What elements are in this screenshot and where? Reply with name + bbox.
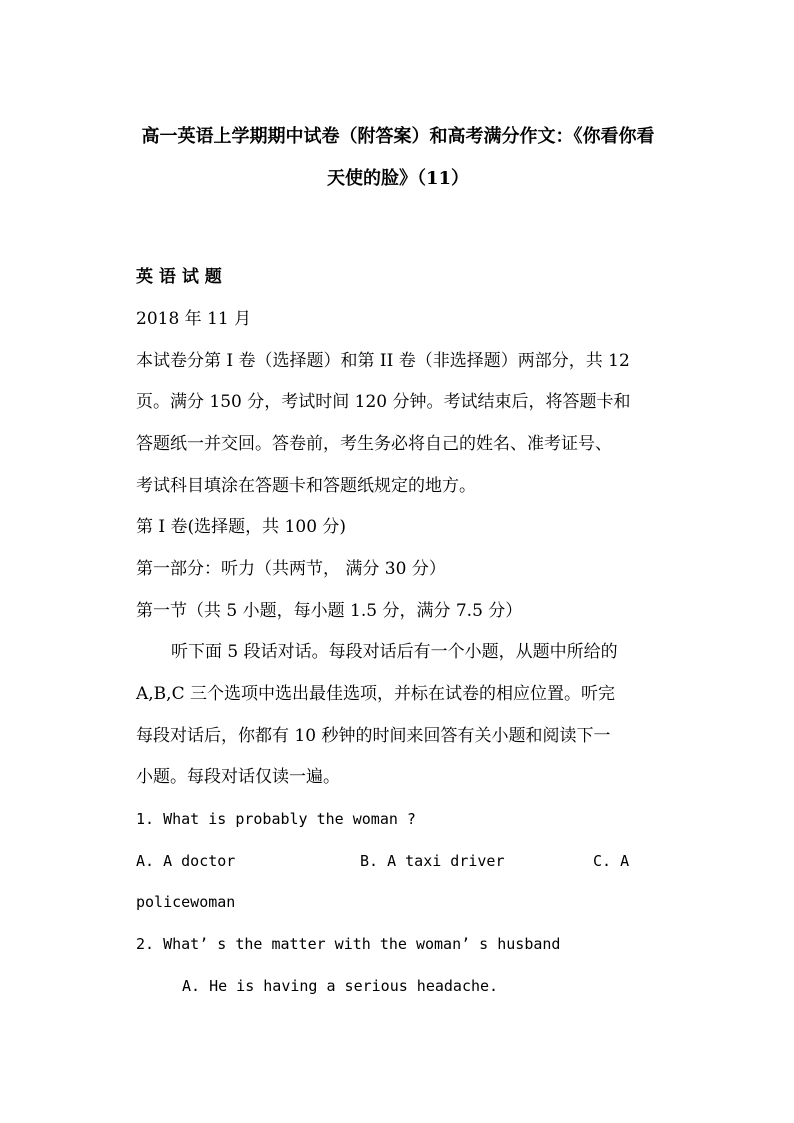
question-1-option-b: B. A taxi driver: [360, 852, 505, 870]
question-1-option-c: C. A: [593, 852, 630, 870]
document-title-line-2: 天使的脸》（11）: [326, 168, 470, 189]
subject-heading: 英 语 试 题: [136, 267, 222, 287]
instructions-line-2: A,B,C 三个选项中选出最佳选项，并标在试卷的相应位置。听完: [136, 684, 615, 704]
section-heading: 第一节（共 5 小题，每小题 1.5 分，满分 7.5 分）: [136, 601, 523, 621]
part-heading: 第一部分：听力（共两节， 满分 30 分）: [136, 559, 446, 579]
intro-line-4: 考试科目填涂在答题卡和答题纸规定的地方。: [136, 476, 476, 496]
instructions-line-3: 每段对话后，你都有 10 秒钟的时间来回答有关小题和阅读下一: [136, 726, 611, 746]
question-2-option-a: A. He is having a serious headache.: [182, 977, 499, 995]
volume-heading: 第 I 卷(选择题，共 100 分): [136, 517, 347, 537]
intro-line-2: 页。满分 150 分，考试时间 120 分钟。考试结束后，将答题卡和: [136, 392, 631, 412]
question-1-option-c-continued: policewoman: [136, 893, 236, 911]
intro-line-1: 本试卷分第 I 卷（选择题）和第 II 卷（非选择题）两部分，共 12: [136, 351, 630, 371]
question-1-stem: 1. What is probably the woman ?: [136, 810, 416, 828]
document-title-line-1: 高一英语上学期期中试卷（附答案）和高考满分作文：《你看你看: [141, 126, 655, 147]
instructions-line-4: 小题。每段对话仅读一遍。: [136, 767, 340, 787]
exam-date: 2018 年 11 月: [136, 309, 252, 329]
question-1-option-a: A. A doctor: [136, 852, 236, 870]
intro-line-3: 答题纸一并交回。答卷前，考生务必将自己的姓名、准考证号、: [136, 434, 612, 454]
instructions-line-1: 听下面 5 段话对话。每段对话后有一个小题，从题中所给的: [171, 642, 618, 662]
question-2-stem: 2. What’ s the matter with the woman’ s husband: [136, 935, 561, 953]
